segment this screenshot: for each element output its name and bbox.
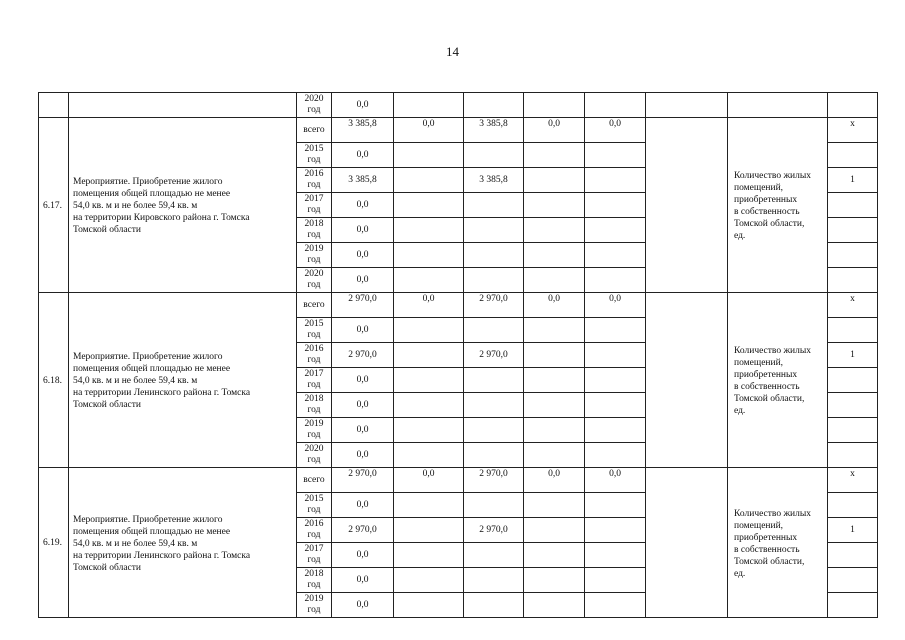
indicator-text-line: помещений, [734, 358, 784, 368]
section-title-line: Мероприятие. Приобретение жилого [73, 514, 223, 525]
year-label: 2019 [304, 419, 324, 429]
empty-cell [524, 593, 585, 618]
year-c3: 2 970,0 [464, 343, 524, 368]
empty-cell [39, 93, 69, 118]
year-sum: 0,0 [332, 593, 394, 618]
empty-cell [828, 143, 878, 168]
table-row [39, 93, 878, 118]
indicator-text-line: Количество жилых [734, 508, 811, 519]
year-unit: год [307, 255, 321, 265]
indicator-text-line: помещений, [734, 183, 784, 193]
year-label: 2020 [304, 94, 324, 104]
target-total: х [828, 293, 878, 318]
total-c5: 0,0 [585, 118, 646, 143]
total-c4: 0,0 [524, 468, 585, 493]
year-unit: год [307, 380, 321, 390]
section-title-line: Томской области [73, 400, 141, 410]
indicator-text-line: приобретенных [734, 370, 798, 380]
empty-cell [585, 368, 646, 393]
year-unit: год [307, 230, 321, 240]
section-title [69, 468, 297, 618]
empty-cell [585, 593, 646, 618]
section-title-line: помещения общей площадью не менее [73, 364, 231, 374]
program-table [38, 92, 878, 618]
section-title-line: Томской области [73, 562, 141, 573]
year-sum: 0,0 [332, 243, 394, 268]
section-total-row [39, 118, 878, 143]
empty-column [646, 293, 728, 468]
total-c3: 2 970,0 [464, 293, 524, 318]
year-c3 [464, 393, 524, 418]
empty-cell [394, 493, 464, 518]
year-unit: год [307, 455, 321, 465]
total-sum: 2 970,0 [332, 468, 394, 493]
empty-cell [585, 518, 646, 543]
empty-cell [524, 143, 585, 168]
total-c2: 0,0 [394, 118, 464, 143]
empty-cell [524, 568, 585, 593]
empty-cell [524, 518, 585, 543]
total-label: всего [297, 468, 332, 493]
indicator-text-line: Количество жилых [734, 346, 811, 356]
empty-cell [524, 493, 585, 518]
year-unit: год [307, 505, 321, 515]
target-2016: 1 [828, 168, 878, 193]
section-title [69, 293, 297, 468]
year-unit: год [307, 430, 321, 440]
total-sum: 3 385,8 [332, 118, 394, 143]
year-sum: 0,0 [332, 418, 394, 443]
indicator-text-line: Количество жилых [734, 171, 811, 181]
empty-cell [69, 93, 297, 118]
empty-cell [394, 168, 464, 193]
indicator-text [728, 293, 828, 468]
section-total-row [39, 468, 878, 493]
empty-column [646, 468, 728, 618]
empty-cell [585, 268, 646, 293]
year-sum: 0,0 [332, 268, 394, 293]
year-c3 [464, 193, 524, 218]
empty-cell [828, 593, 878, 618]
empty-cell [524, 443, 585, 468]
empty-cell [464, 93, 524, 118]
year-c3 [464, 218, 524, 243]
year-cell [297, 168, 332, 193]
year-c3 [464, 243, 524, 268]
empty-cell [585, 443, 646, 468]
total-c4: 0,0 [524, 293, 585, 318]
empty-cell [394, 568, 464, 593]
year-label: 2018 [304, 569, 324, 579]
indicator-text-line: помещений, [734, 520, 784, 531]
target-2016: 1 [828, 343, 878, 368]
empty-column [646, 118, 728, 293]
year-sum: 0,0 [332, 443, 394, 468]
year-label: 2018 [304, 219, 324, 229]
year-label: 2015 [304, 319, 324, 329]
total-c5: 0,0 [585, 293, 646, 318]
indicator-text [728, 118, 828, 293]
year-unit: год [307, 280, 321, 290]
year-c3 [464, 268, 524, 293]
year-label: 2015 [304, 494, 324, 504]
empty-cell [585, 193, 646, 218]
empty-cell [394, 93, 464, 118]
empty-cell [828, 568, 878, 593]
empty-cell [828, 318, 878, 343]
section-number: 6.19. [39, 468, 69, 618]
page-number: 14 [446, 44, 459, 59]
year-unit: год [307, 105, 321, 115]
empty-cell [524, 543, 585, 568]
empty-cell [585, 143, 646, 168]
indicator-text-line: в собственность [734, 544, 800, 555]
empty-cell [585, 168, 646, 193]
year-cell [297, 143, 332, 168]
year-cell [297, 193, 332, 218]
section-title-line: на территории Кировского района г. Томска [73, 213, 250, 223]
total-label: всего [297, 118, 332, 143]
empty-cell [585, 343, 646, 368]
empty-cell [394, 218, 464, 243]
indicator-text-line: приобретенных [734, 195, 798, 205]
empty-cell [828, 493, 878, 518]
year-c3 [464, 493, 524, 518]
year-cell [297, 268, 332, 293]
year-cell [297, 218, 332, 243]
section-title-line: 54,0 кв. м и не более 59,4 кв. м [73, 376, 198, 386]
indicator-text-line: Томской области, [734, 556, 805, 567]
empty-cell [394, 318, 464, 343]
empty-cell [394, 143, 464, 168]
indicator-text [728, 468, 828, 618]
year-label: 2016 [304, 344, 324, 354]
year-label: 2017 [304, 544, 324, 554]
empty-cell [394, 193, 464, 218]
year-cell [297, 518, 332, 543]
year-unit: год [307, 530, 321, 540]
empty-cell [828, 93, 878, 118]
total-c2: 0,0 [394, 293, 464, 318]
year-c3 [464, 543, 524, 568]
empty-cell [524, 418, 585, 443]
year-cell [297, 493, 332, 518]
year-sum: 0,0 [332, 318, 394, 343]
indicator-text-line: приобретенных [734, 532, 798, 543]
year-cell [297, 543, 332, 568]
year-sum: 0,0 [332, 193, 394, 218]
empty-cell [828, 193, 878, 218]
year-cell [297, 593, 332, 618]
empty-cell [828, 368, 878, 393]
year-sum: 2 970,0 [332, 343, 394, 368]
year-label: 2020 [304, 269, 324, 279]
empty-cell [394, 518, 464, 543]
section-title-line: помещения общей площадью не менее [73, 526, 231, 537]
target-total: х [828, 118, 878, 143]
indicator-text-line: Томской области, [734, 394, 805, 404]
year-unit: год [307, 155, 321, 165]
year-label: 2016 [304, 169, 324, 179]
empty-cell [524, 268, 585, 293]
target-2016: 1 [828, 518, 878, 543]
year-cell [297, 568, 332, 593]
year-sum: 2 970,0 [332, 518, 394, 543]
empty-cell [394, 368, 464, 393]
year-c3 [464, 418, 524, 443]
year-unit: год [307, 580, 321, 590]
section-total-row [39, 293, 878, 318]
section-number: 6.18. [39, 293, 69, 468]
empty-cell [394, 418, 464, 443]
empty-cell [394, 243, 464, 268]
year-unit: год [307, 355, 321, 365]
year-label: 2018 [304, 394, 324, 404]
empty-cell [646, 93, 728, 118]
empty-cell [585, 393, 646, 418]
year-label: 2019 [304, 594, 324, 604]
year-label: 2017 [304, 369, 324, 379]
year-label: 2019 [304, 244, 324, 254]
year-label: 2015 [304, 144, 324, 154]
empty-cell [524, 343, 585, 368]
empty-cell [524, 168, 585, 193]
year-c3 [464, 443, 524, 468]
target-total: х [828, 468, 878, 493]
indicator-text-line: Томской области, [734, 219, 805, 229]
section-title-line: 54,0 кв. м и не более 59,4 кв. м [73, 538, 198, 549]
empty-cell [828, 393, 878, 418]
year-sum: 0,0 [332, 218, 394, 243]
year-c3 [464, 143, 524, 168]
indicator-text-line: ед. [734, 231, 746, 241]
empty-cell [828, 443, 878, 468]
year-sum: 0,0 [332, 143, 394, 168]
empty-cell [585, 93, 646, 118]
section-title-line: Томской области [73, 225, 141, 235]
empty-cell [585, 568, 646, 593]
empty-cell [524, 243, 585, 268]
total-value: 0,0 [332, 93, 394, 118]
table-body [39, 93, 878, 618]
year-unit: год [307, 405, 321, 415]
section-title-line: Мероприятие. Приобретение жилого [73, 177, 223, 187]
year-cell [297, 418, 332, 443]
year-label: 2017 [304, 194, 324, 204]
empty-cell [585, 218, 646, 243]
section-title-line: помещения общей площадью не менее [73, 189, 231, 199]
empty-cell [524, 193, 585, 218]
total-label: всего [297, 293, 332, 318]
year-sum: 0,0 [332, 543, 394, 568]
year-c3: 3 385,8 [464, 168, 524, 193]
empty-cell [524, 93, 585, 118]
year-cell [297, 318, 332, 343]
empty-cell [524, 318, 585, 343]
empty-cell [828, 218, 878, 243]
section-title-line: на территории Ленинского района г. Томска [73, 550, 251, 561]
empty-cell [828, 243, 878, 268]
year-sum: 3 385,8 [332, 168, 394, 193]
year-cell [297, 243, 332, 268]
year-cell [297, 368, 332, 393]
year-c3 [464, 368, 524, 393]
year-unit: год [307, 555, 321, 565]
year-sum: 0,0 [332, 393, 394, 418]
year-unit: год [307, 605, 321, 615]
empty-cell [828, 543, 878, 568]
year-cell [297, 393, 332, 418]
empty-cell [585, 543, 646, 568]
year-cell [297, 343, 332, 368]
empty-cell [394, 443, 464, 468]
empty-cell [585, 318, 646, 343]
total-c2: 0,0 [394, 468, 464, 493]
section-title-line: 54,0 кв. м и не более 59,4 кв. м [73, 201, 198, 211]
year-sum: 0,0 [332, 368, 394, 393]
section-title [69, 118, 297, 293]
year-cell [297, 93, 332, 118]
empty-cell [524, 368, 585, 393]
section-title-line: на территории Ленинского района г. Томска [73, 388, 251, 398]
year-label: 2016 [304, 519, 324, 529]
empty-cell [394, 393, 464, 418]
indicator-text-line: в собственность [734, 382, 800, 392]
empty-cell [585, 243, 646, 268]
indicator-text-line: ед. [734, 406, 746, 416]
section-number: 6.17. [39, 118, 69, 293]
empty-cell [585, 418, 646, 443]
year-c3: 2 970,0 [464, 518, 524, 543]
year-c3 [464, 318, 524, 343]
year-c3 [464, 568, 524, 593]
empty-cell [828, 418, 878, 443]
year-unit: год [307, 205, 321, 215]
empty-cell [394, 268, 464, 293]
empty-cell [524, 393, 585, 418]
total-c3: 2 970,0 [464, 468, 524, 493]
empty-cell [394, 343, 464, 368]
empty-cell [828, 268, 878, 293]
empty-cell [728, 93, 828, 118]
indicator-text-line: ед. [734, 568, 746, 579]
year-unit: год [307, 330, 321, 340]
total-c5: 0,0 [585, 468, 646, 493]
indicator-text-line: в собственность [734, 207, 800, 217]
year-c3 [464, 593, 524, 618]
total-c4: 0,0 [524, 118, 585, 143]
year-sum: 0,0 [332, 568, 394, 593]
year-unit: год [307, 180, 321, 190]
total-c3: 3 385,8 [464, 118, 524, 143]
year-label: 2020 [304, 444, 324, 454]
total-sum: 2 970,0 [332, 293, 394, 318]
empty-cell [394, 593, 464, 618]
year-sum: 0,0 [332, 493, 394, 518]
empty-cell [524, 218, 585, 243]
year-cell [297, 443, 332, 468]
empty-cell [394, 543, 464, 568]
section-title-line: Мероприятие. Приобретение жилого [73, 352, 223, 362]
empty-cell [585, 493, 646, 518]
